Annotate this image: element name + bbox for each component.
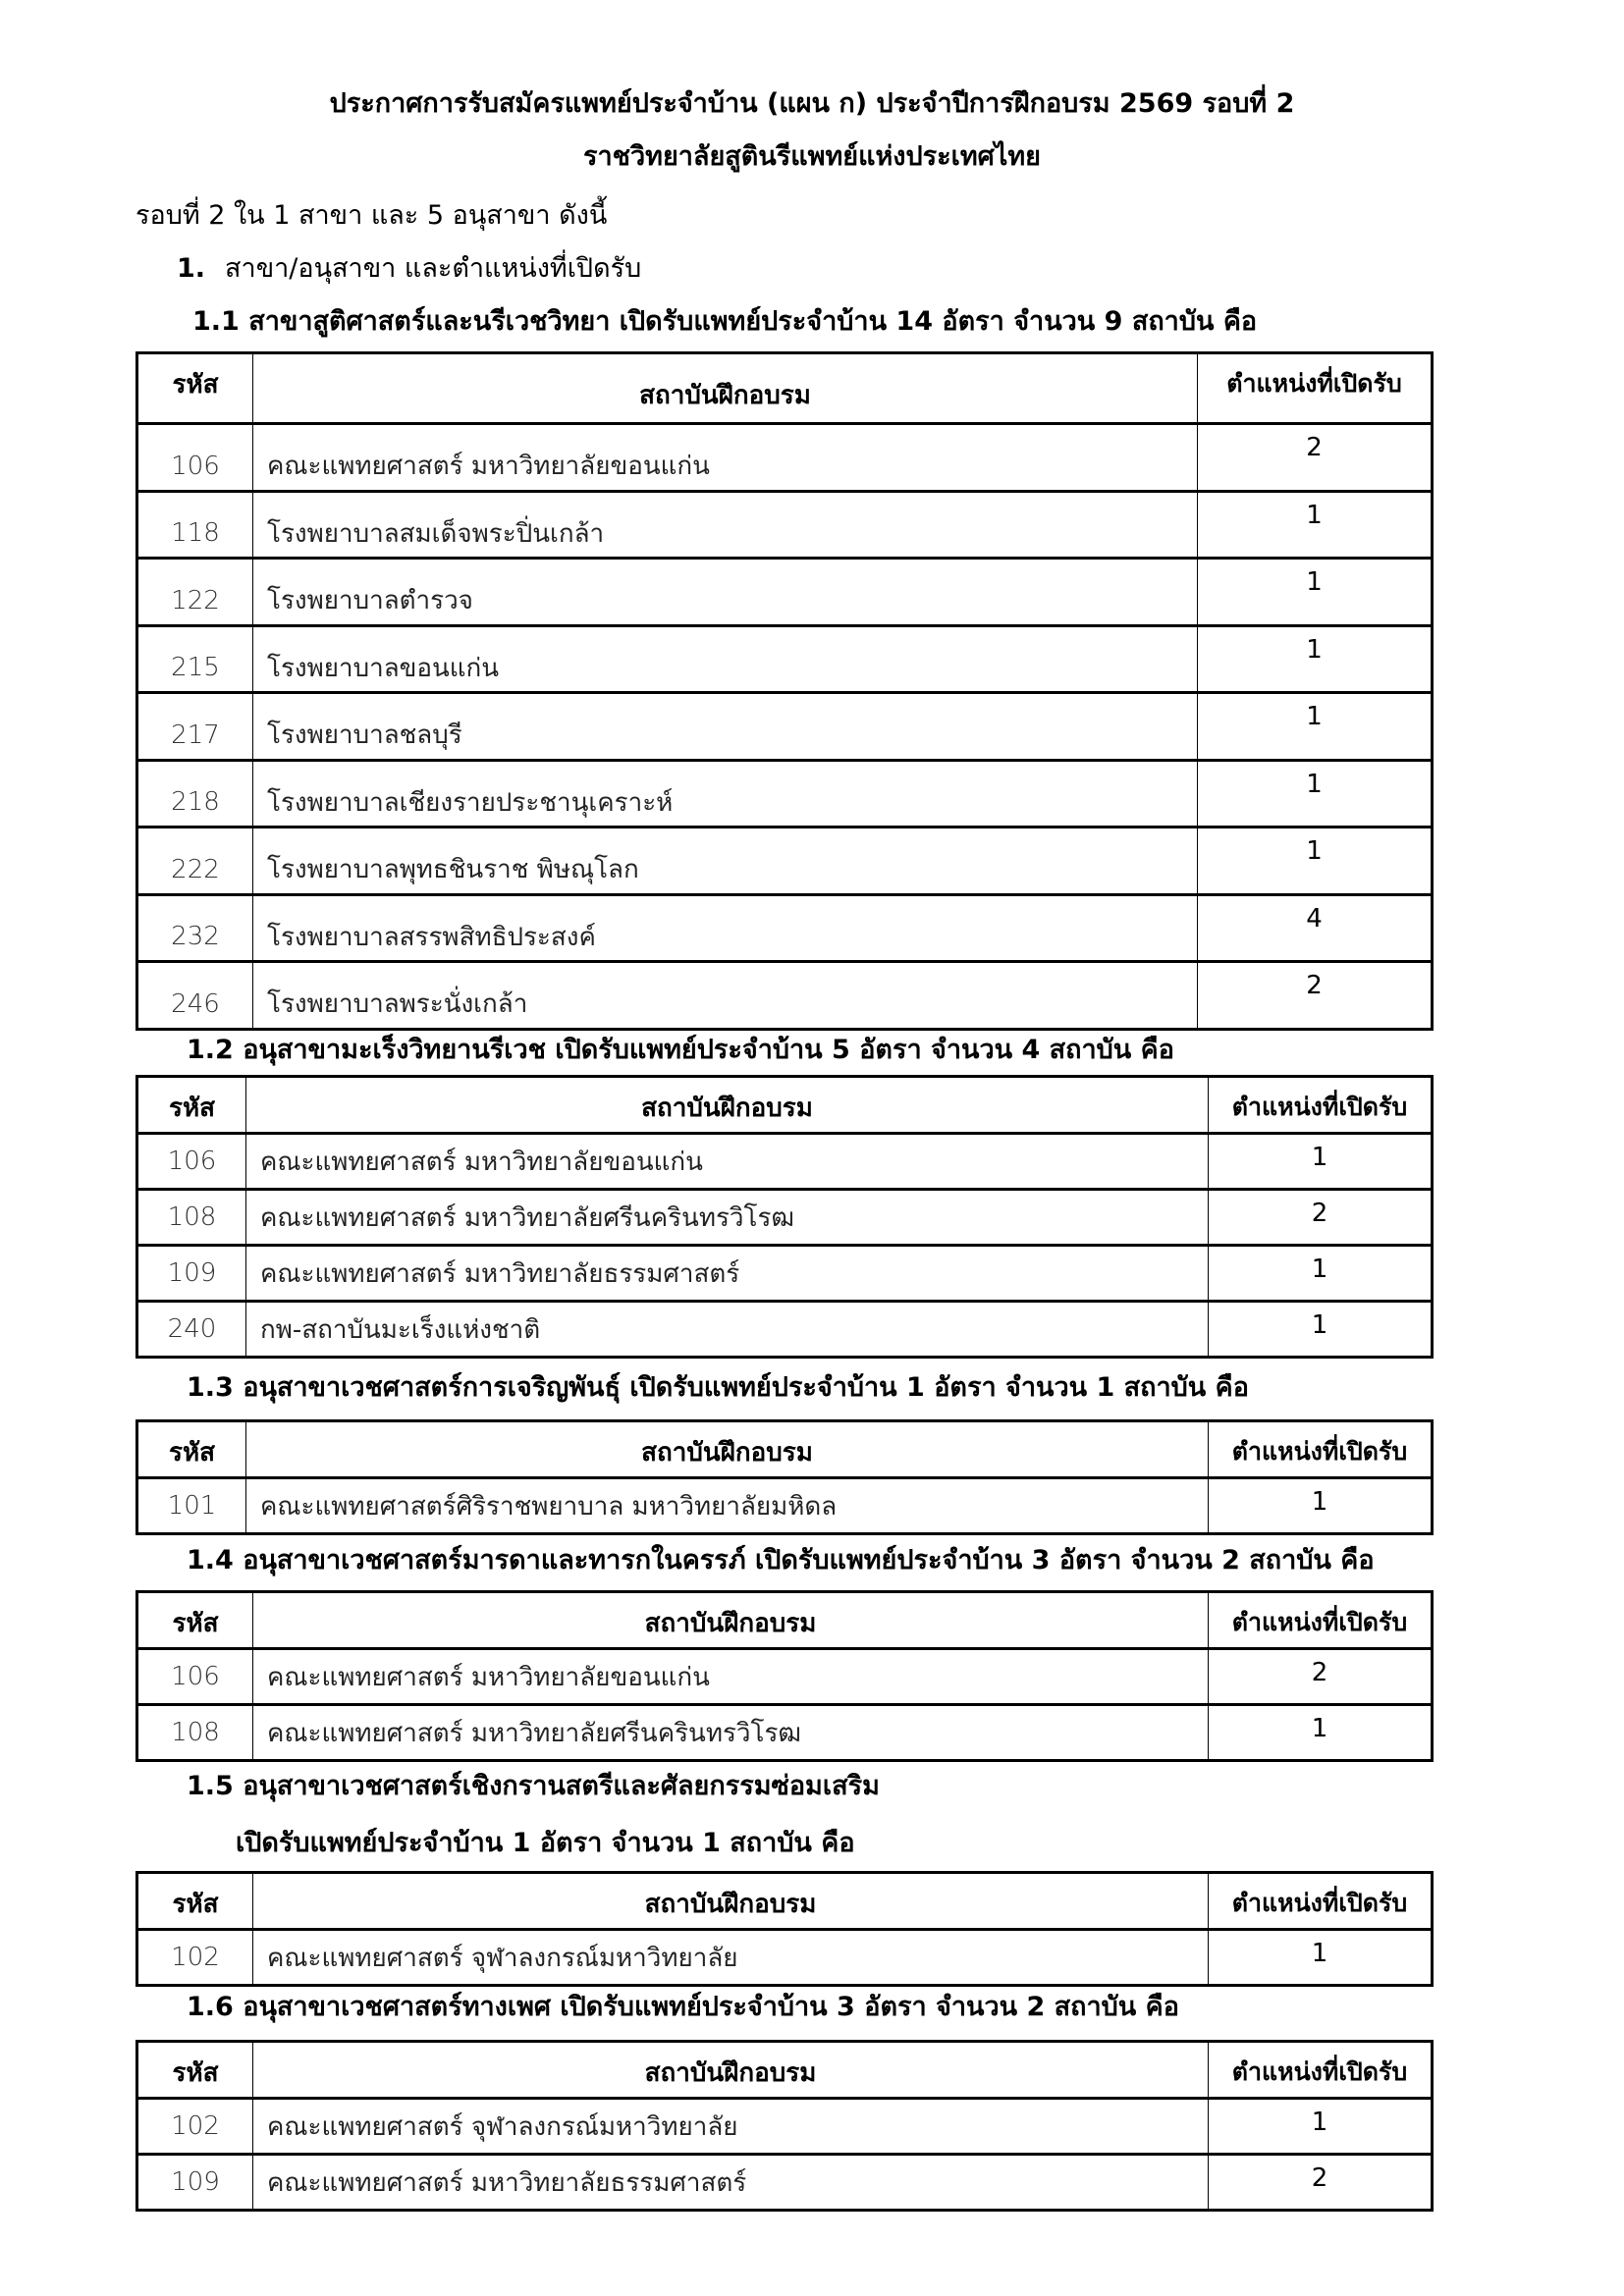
row-code: 232 [137,894,253,962]
row-positions: 1 [1209,1478,1433,1534]
item-1-heading [177,249,641,289]
row-institution: โรงพยาบาลตำรวจ [253,559,1198,626]
table-row [137,2155,1433,2211]
header-positions: ตำแหน่งที่เปิดรับ [1209,1077,1433,1134]
row-code: 102 [137,1930,253,1986]
table-row [137,760,1433,828]
table-section-1-5 [135,1871,1434,1987]
intro-text: รอบที่ 2 ใน 1 สาขา และ 5 อนุสาขา ดังนี้ [135,200,608,231]
table-section-1-3 [135,1419,1434,1535]
row-code: 222 [137,828,253,895]
row-institution: คณะแพทยศาสตร์ มหาวิทยาลัยขอนแก่น [253,424,1198,492]
table-header-row [137,1077,1433,1134]
table-header-row [137,1421,1433,1478]
row-institution: โรงพยาบาลเชียงรายประชานุเคราะห์ [253,760,1198,828]
table-section-1-6 [135,2040,1434,2212]
row-positions: 2 [1198,962,1433,1030]
header-institution: สถาบันฝึกอบรม [246,1077,1209,1134]
row-positions: 2 [1198,424,1433,492]
row-code: 106 [137,424,253,492]
section-heading-1-2: 1.2 อนุสาขามะเร็งวิทยานรีเวช เปิดรับแพทย์ประจำบ้าน 5 อัตรา จำนวน 4 สถาบัน คือ [187,1035,1174,1065]
header-code: รหัส [137,1592,253,1649]
row-institution: คณะแพทยศาสตร์ มหาวิทยาลัยขอนแก่น [246,1134,1209,1190]
section-heading-1-4: 1.4 อนุสาขาเวชศาสตร์มารดาและทารกในครรภ์ เปิดรับแพทย์ประจำบ้าน 3 อัตรา จำนวน 2 สถาบัน คือ [187,1545,1375,1575]
table-section-1-1 [135,351,1434,1031]
section-heading-1-1: 1.1 สาขาสูติศาสตร์และนรีเวชวิทยา เปิดรับแพทย์ประจำบ้าน 14 อัตรา จำนวน 9 สถาบัน คือ [192,306,1258,337]
table-header-row [137,353,1433,424]
row-code: 218 [137,760,253,828]
item-1-text: สาขา/อนุสาขา และตำแหน่งที่เปิดรับ [225,253,642,284]
table-row [137,1705,1433,1761]
row-code: 108 [137,1190,246,1246]
row-positions: 1 [1209,1705,1433,1761]
header-code: รหัส [137,1873,253,1930]
table-row [137,2099,1433,2155]
row-positions: 2 [1209,1649,1433,1705]
item-1-number: 1. [177,253,206,284]
row-positions: 1 [1209,1302,1433,1358]
row-code: 106 [137,1649,253,1705]
header-code: รหัส [137,1077,246,1134]
header-positions: ตำแหน่งที่เปิดรับ [1209,1873,1433,1930]
row-institution: คณะแพทยศาสตร์ มหาวิทยาลัยศรีนครินทรวิโรฒ [246,1190,1209,1246]
row-institution: คณะแพทยศาสตร์ มหาวิทยาลัยธรรมศาสตร์ [246,1246,1209,1302]
header-institution: สถาบันฝึกอบรม [253,1592,1209,1649]
table-section-1-4 [135,1590,1434,1762]
row-positions: 1 [1209,1134,1433,1190]
table-row [137,625,1433,693]
table-row [137,424,1433,492]
row-institution: โรงพยาบาลขอนแก่น [253,625,1198,693]
row-institution: คณะแพทยศาสตร์ มหาวิทยาลัยศรีนครินทรวิโรฒ [253,1705,1209,1761]
row-code: 109 [137,1246,246,1302]
header-positions: ตำแหน่งที่เปิดรับ [1198,353,1433,424]
row-positions: 2 [1209,1190,1433,1246]
table-row [137,1134,1433,1190]
row-code: 106 [137,1134,246,1190]
row-positions: 1 [1209,1246,1433,1302]
row-code: 102 [137,2099,253,2155]
section-heading-1-6: 1.6 อนุสาขาเวชศาสตร์ทางเพศ เปิดรับแพทย์ประจำบ้าน 3 อัตรา จำนวน 2 สถาบัน คือ [187,1992,1179,2022]
header-institution: สถาบันฝึกอบรม [253,2042,1209,2099]
table-header-row [137,1873,1433,1930]
row-institution: โรงพยาบาลพระนั่งเกล้า [253,962,1198,1030]
row-code: 215 [137,625,253,693]
table-row [137,1649,1433,1705]
header-code: รหัส [137,2042,253,2099]
table-row [137,1190,1433,1246]
header-code: รหัส [137,353,253,424]
document-subtitle: ราชวิทยาลัยสูตินรีแพทย์แห่งประเทศไทย [583,141,1041,172]
row-institution: โรงพยาบาลชลบุรี [253,693,1198,761]
row-code: 240 [137,1302,246,1358]
header-positions: ตำแหน่งที่เปิดรับ [1209,1421,1433,1478]
header-institution: สถาบันฝึกอบรม [253,1873,1209,1930]
row-code: 217 [137,693,253,761]
header-institution: สถาบันฝึกอบรม [246,1421,1209,1478]
row-positions: 1 [1198,491,1433,559]
row-institution: โรงพยาบาลพุทธชินราช พิษณุโลก [253,828,1198,895]
table-row [137,1302,1433,1358]
row-code: 118 [137,491,253,559]
row-institution: คณะแพทยศาสตร์ จุฬาลงกรณ์มหาวิทยาลัย [253,2099,1209,2155]
document-title: ประกาศการรับสมัครแพทย์ประจำบ้าน (แผน ก) ประจำปีการฝึกอบรม 2569 รอบที่ 2 [329,88,1295,119]
row-positions: 1 [1209,1930,1433,1986]
table-row [137,1246,1433,1302]
header-code: รหัส [137,1421,246,1478]
row-positions: 2 [1209,2155,1433,2211]
row-institution: คณะแพทยศาสตร์ มหาวิทยาลัยขอนแก่น [253,1649,1209,1705]
header-positions: ตำแหน่งที่เปิดรับ [1209,1592,1433,1649]
row-positions: 4 [1198,894,1433,962]
header-positions: ตำแหน่งที่เปิดรับ [1209,2042,1433,2099]
row-institution: โรงพยาบาลสรรพสิทธิประสงค์ [253,894,1198,962]
row-positions: 1 [1198,559,1433,626]
row-institution: คณะแพทยศาสตร์ จุฬาลงกรณ์มหาวิทยาลัย [253,1930,1209,1986]
table-row [137,693,1433,761]
section-heading-1-5-line2: เปิดรับแพทย์ประจำบ้าน 1 อัตรา จำนวน 1 สถาบัน คือ [236,1828,855,1858]
row-positions: 1 [1198,693,1433,761]
table-header-row [137,1592,1433,1649]
row-code: 246 [137,962,253,1030]
row-positions: 1 [1209,2099,1433,2155]
row-institution: คณะแพทยศาสตร์ มหาวิทยาลัยธรรมศาสตร์ [253,2155,1209,2211]
row-positions: 1 [1198,760,1433,828]
table-row [137,962,1433,1030]
table-row [137,1478,1433,1534]
row-institution: คณะแพทยศาสตร์ศิริราชพยาบาล มหาวิทยาลัยมหิดล [246,1478,1209,1534]
header-institution: สถาบันฝึกอบรม [253,353,1198,424]
table-header-row [137,2042,1433,2099]
row-code: 109 [137,2155,253,2211]
section-heading-1-3: 1.3 อนุสาขาเวชศาสตร์การเจริญพันธุ์ เปิดรับแพทย์ประจำบ้าน 1 อัตรา จำนวน 1 สถาบัน คือ [187,1372,1249,1403]
row-institution: กพ-สถาบันมะเร็งแห่งชาติ [246,1302,1209,1358]
table-section-1-2 [135,1075,1434,1359]
row-positions: 1 [1198,828,1433,895]
table-row [137,828,1433,895]
row-positions: 1 [1198,625,1433,693]
row-institution: โรงพยาบาลสมเด็จพระปิ่นเกล้า [253,491,1198,559]
table-row [137,559,1433,626]
table-row [137,491,1433,559]
table-row [137,1930,1433,1986]
row-code: 101 [137,1478,246,1534]
row-code: 108 [137,1705,253,1761]
row-code: 122 [137,559,253,626]
section-heading-1-5: 1.5 อนุสาขาเวชศาสตร์เชิงกรานสตรีและศัลยกรรมซ่อมเสริม [187,1771,880,1801]
table-row [137,894,1433,962]
